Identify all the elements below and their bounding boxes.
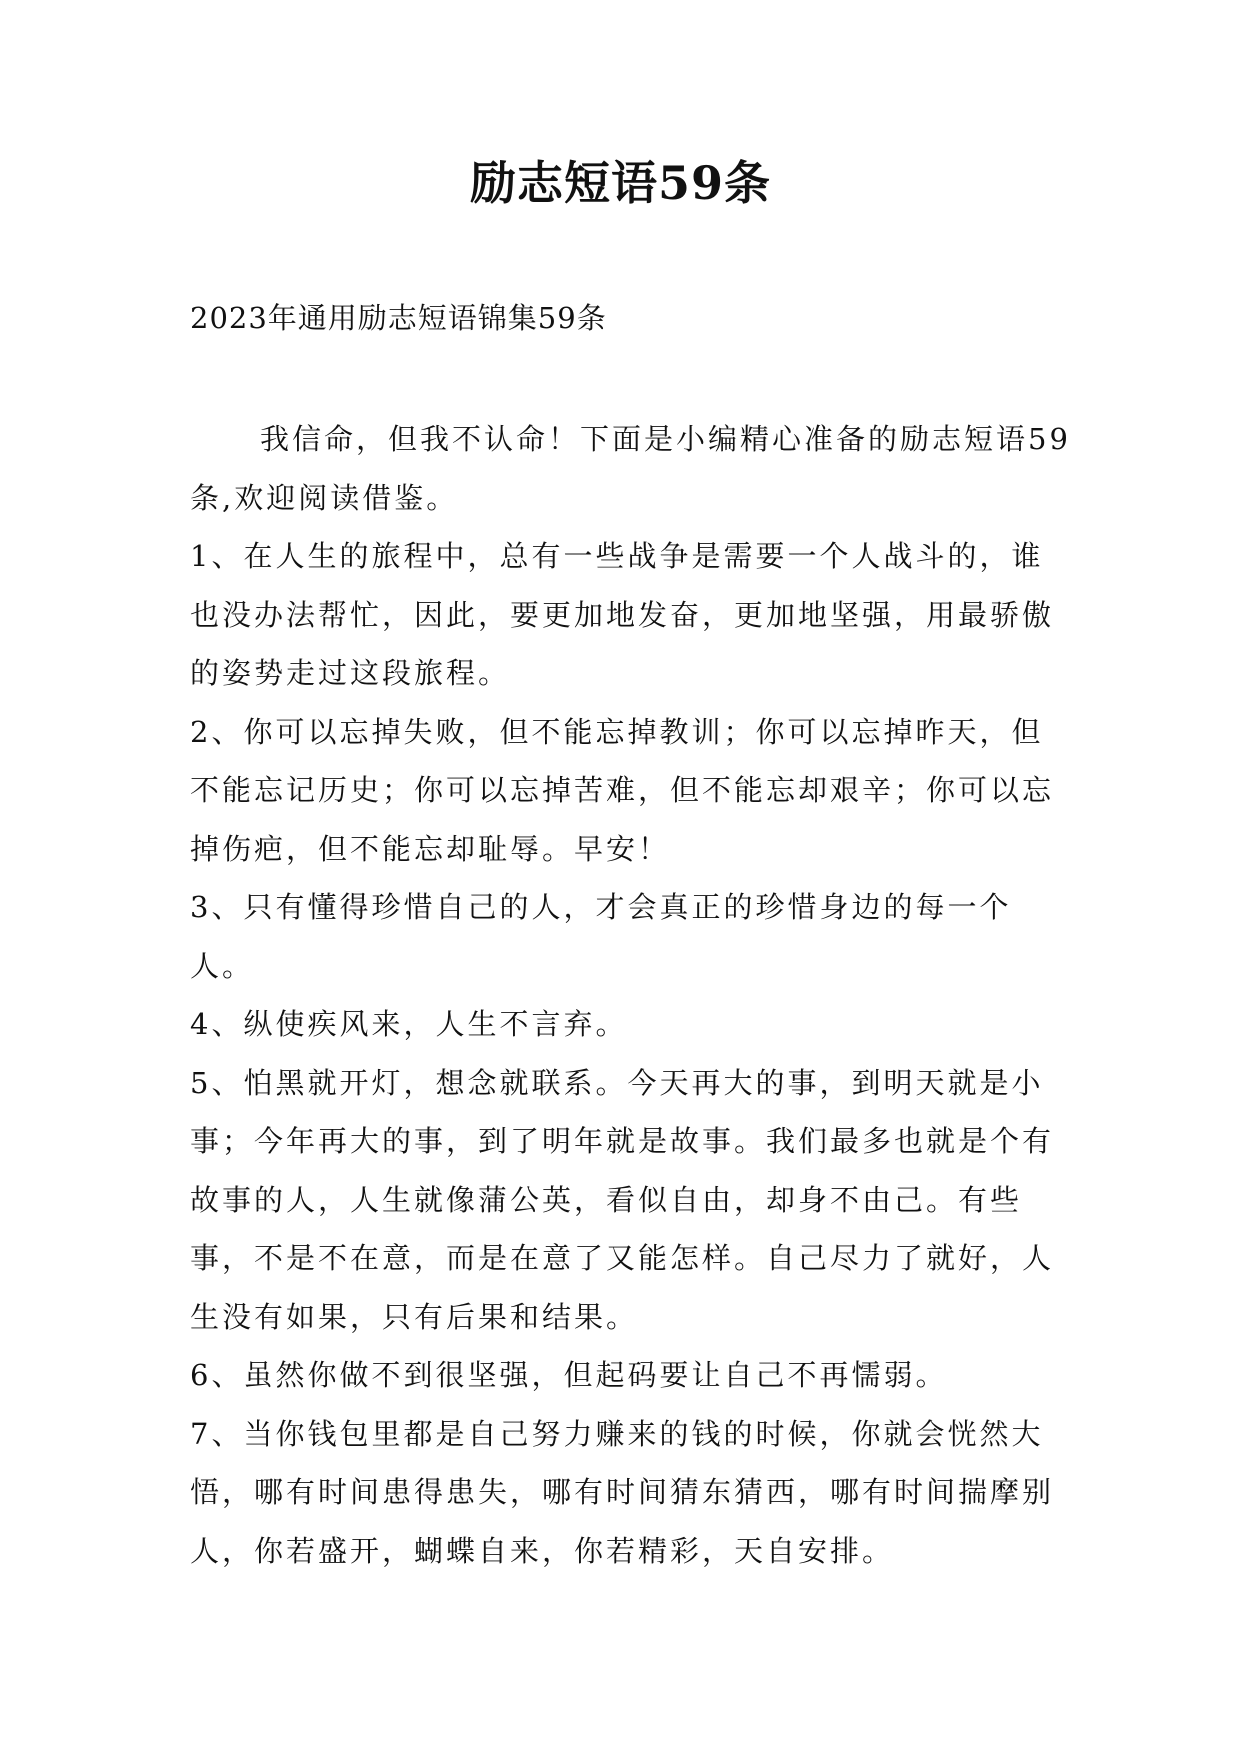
list-item: 4、纵使疾风来，人生不言弃。	[190, 1007, 628, 1041]
list-item: 5、怕黑就开灯，想念就联系。今天再大的事，到明天就是小事；今年再大的事，到了明年就是故事。我们最多也就是个有故事的人，人生就像蒲公英，看似自由，却身不由己。有些事，不是不在意，而是在意了又能怎样。自己尽力了就好，人生没有如果，只有后果和结果。	[190, 1065, 1055, 1334]
list-item: 2、你可以忘掉失败，但不能忘掉教训；你可以忘掉昨天，但不能忘记历史；你可以忘掉苦难，但不能忘却艰辛；你可以忘掉伤疤，但不能忘却耻辱。早安！	[190, 714, 1055, 866]
intro-paragraph: 我信命，但我不认命！下面是小编精心准备的励志短语59条,欢迎阅读借鉴。	[190, 422, 1071, 515]
list-item: 1、在人生的旅程中，总有一些战争是需要一个人战斗的，谁也没办法帮忙，因此，要更加地发奋，更加地坚强，用最骄傲的姿势走过这段旅程。	[190, 539, 1055, 690]
document-subtitle: 2023年通用励志短语锦集59条	[190, 301, 607, 335]
list-item: 3、只有懂得珍惜自己的人，才会真正的珍惜身边的每一个人。	[190, 890, 1012, 983]
document-body	[190, 410, 1072, 1580]
list-item: 6、虽然你做不到很坚强，但起码要让自己不再懦弱。	[190, 1358, 948, 1392]
list-item: 7、当你钱包里都是自己努力赚来的钱的时候，你就会恍然大悟，哪有时间患得患失，哪有时间猜东猜西，哪有时间揣摩别人，你若盛开，蝴蝶自来，你若精彩，天自安排。	[190, 1416, 1055, 1568]
document-title: 励志短语59条	[469, 156, 771, 210]
